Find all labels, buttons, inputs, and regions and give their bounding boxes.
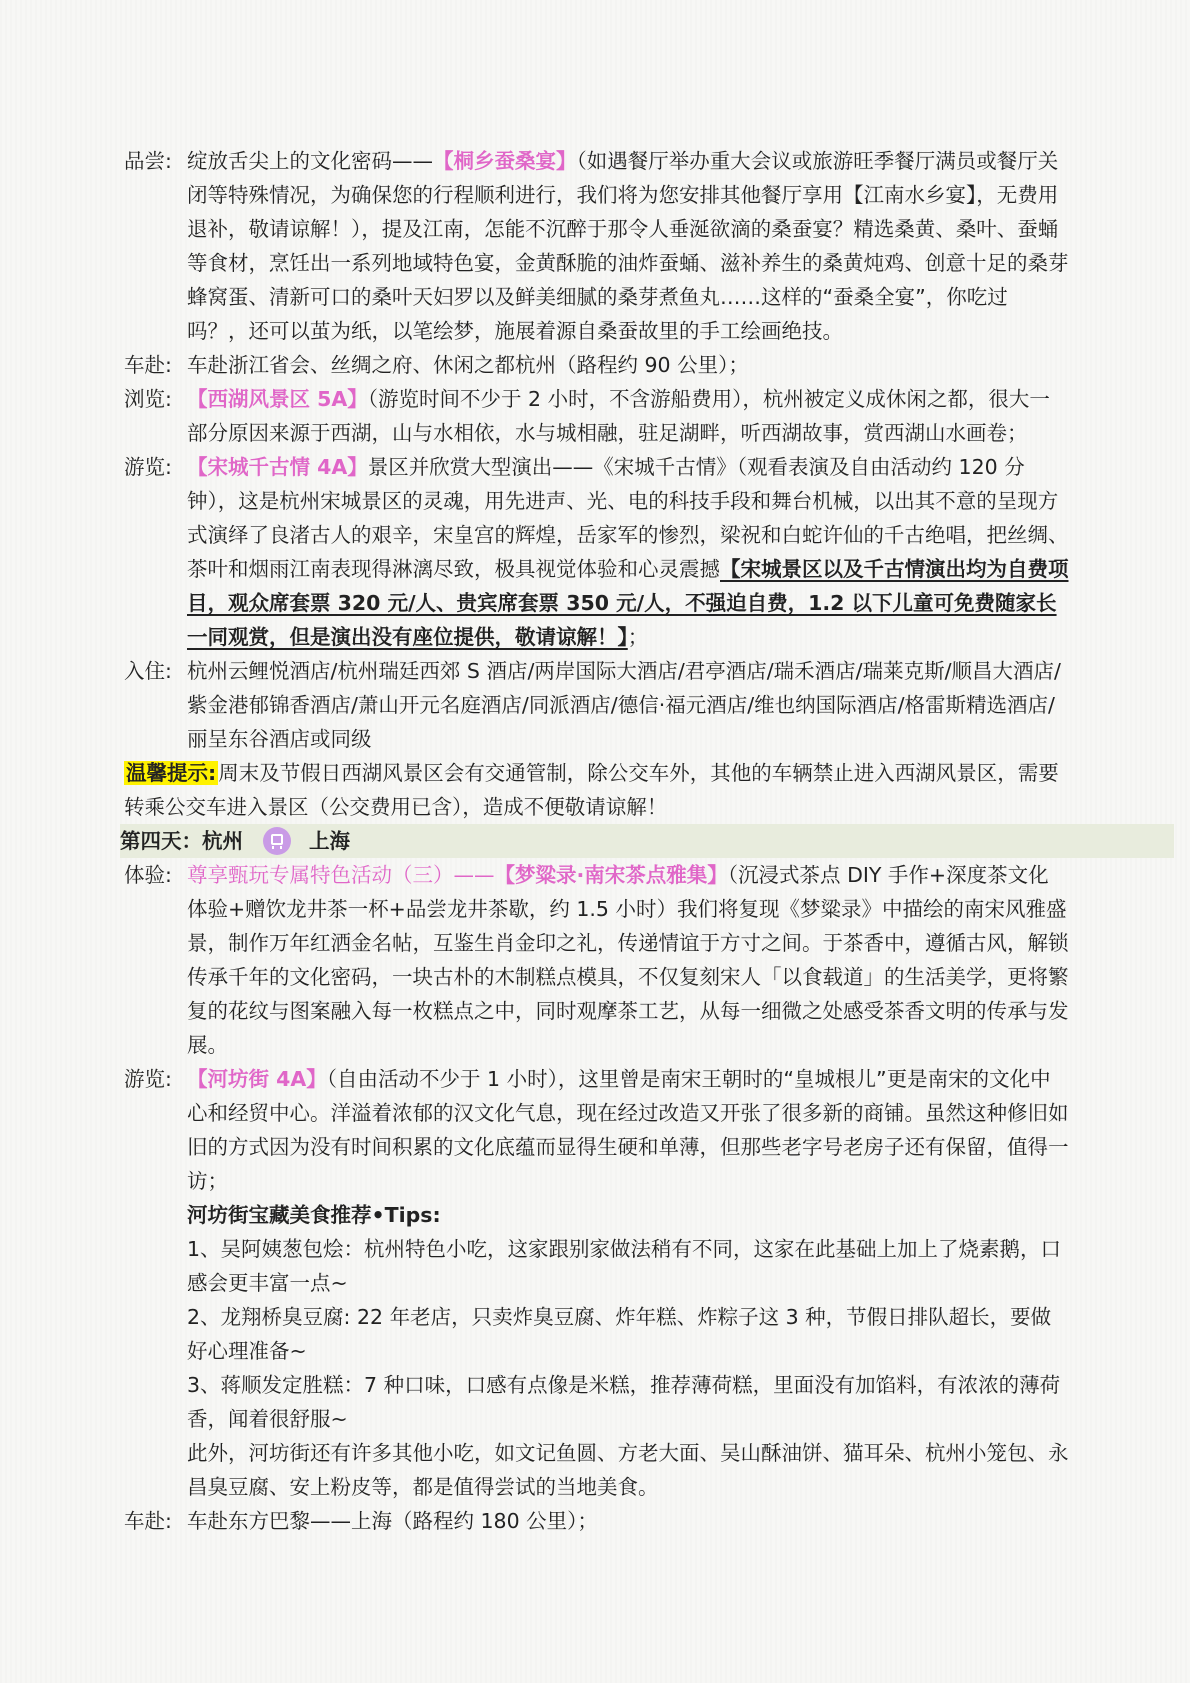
section-label: 车赴: [124,353,172,377]
body-text: （沉浸式茶点 DIY 手作+深度茶文化体验+赠饮龙井茶一杯+品尝龙井茶歇，约 1.5 小时）我们将复现《梦粱录》中描绘的南宋风雅盛景，制作万年红洒金名帖，互鉴生肖金印之礼，传递情谊于方寸之间。于茶香中，遵循古风，解锁传承千年的文化密码，一块古朴的木制糕点模具，不仅复刻宋人「以食载道」的生活美学，更将繁复的花纹与图案融入每一枚糕点之中，同时观摩茶工艺，从每一细微之处感受茶香文明的传承与发展。 [187,863,1069,1057]
day-title: 第四天：杭州 [120,829,243,853]
songcheng-section [124,450,1069,654]
tip-item: 2、龙翔桥臭豆腐: 22 年老店，只卖炸臭豆腐、炸年糕、炸粽子这 3 种，节假日排队超长，要做好心理准备~ [187,1305,1052,1363]
tips-title: 河坊街宝藏美食推荐•Tips: [187,1203,441,1227]
section-body: 杭州云鲤悦酒店/杭州瑞廷西郊 S 酒店/两岸国际大酒店/君亭酒店/瑞禾酒店/瑞莱克斯/顺昌大酒店/紫金港郁锦香酒店/萧山开元名庭酒店/同派酒店/德信·福元酒店/维也纳国际酒店/格雷斯精选酒店/丽呈东谷酒店或同级 [187,659,1061,751]
body-text: （游览时间不少于 2 小时，不含游船费用），杭州被定义成休闲之都，很大一部分原因来源于西湖，山与水相依，水与城相融，驻足湖畔，听西湖故事，赏西湖山水画卷； [187,387,1050,445]
transfer-section [124,348,1069,382]
section-body [187,144,1069,348]
section-label: 浏览: [124,387,172,411]
highlight-title: 【西湖风景区 5A】 [187,387,368,411]
body-text: （如遇餐厅举办重大会议或旅游旺季餐厅满员或餐厅关闭等特殊情况，为确保您的行程顺利进行，我们将为您安排其他餐厅享用【江南水乡宴】，无费用退补，敬请谅解！），提及江南，怎能不沉醉于那令人垂涎欲滴的桑蚕宴？精选桑黄、桑叶、蚕蛹等食材，烹饪出一系列地域特色宴，金黄酥脆的油炸蚕蛹、滋补养生的桑黄炖鸡、创意十足的桑芽蜂窝蛋、清新可口的桑叶天妇罗以及鲜美细腻的桑芽煮鱼丸……这样的“蚕桑全宴”，你吃过吗？，还可以茧为纸，以笔绘梦，施展着源自桑蚕故里的手工绘画绝技。 [187,149,1069,343]
day-header [120,824,1174,858]
highlight-title: 【桐乡蚕桑宴】 [433,149,577,173]
bus-icon [263,827,291,855]
section-body: 车赴东方巴黎——上海（路程约 180 公里）； [187,1509,598,1533]
highlight-title: 【宋城千古情 4A】 [187,455,368,479]
tip-text: 周末及节假日西湖风景区会有交通管制，除公交车外，其他的车辆禁止进入西湖风景区，需要转乘公交车进入景区（公交费用已含），造成不便敬请谅解！ [124,761,1059,819]
shanghai-transfer-section [124,1504,1069,1538]
hotel-section [124,654,1069,756]
warm-tip [124,756,1069,824]
activity-title: 尊享甄玩专属特色活动（三）—— [187,863,495,887]
itinerary-content [120,144,1069,1538]
section-label: 游览: [124,1067,172,1091]
section-label: 车赴: [124,1509,172,1533]
section-body: 车赴浙江省会、丝绸之府、休闲之都杭州（路程约 90 公里）； [187,353,749,377]
section-body [187,450,1069,654]
body-text: 景区并欣赏大型演出——《宋城千古情》（观看表演及自由活动约 120 分钟），这是杭州宋城景区的灵魂，用先进声、光、电的科技手段和舞台机械，以出其不意的呈现方式演绎了良渚古人的艰辛，宋皇宫的辉煌，岳家军的惨烈，梁祝和白蛇许仙的千古绝唱，把丝绸、茶叶和烟雨江南表现得淋漓尽致，极具视觉体验和心灵震撼 [187,455,1069,581]
hefang-intro [187,1062,1069,1198]
section-label: 体验: [124,863,172,887]
tasting-section [124,144,1069,348]
body-text: 绽放舌尖上的文化密码—— [187,149,433,173]
tip-item: 1、吴阿姨葱包烩：杭州特色小吃，这家跟别家做法稍有不同，这家在此基础上加上了烧素鹅，口感会更丰富一点~ [187,1237,1062,1295]
tips-extra: 此外，河坊街还有许多其他小吃，如文记鱼圆、方老大面、吴山酥油饼、猫耳朵、杭州小笼包、永昌臭豆腐、安上粉皮等，都是值得尝试的当地美食。 [187,1441,1069,1499]
section-label: 品尝: [124,149,172,173]
self-pay-note: 【宋城景区以及千古情演出均为自费项目，观众席套票 320 元/人、贵宾席套票 350 元/人，不强迫自费，1.2 以下儿童可免费随家长一同观赏，但是演出没有座位提供，敬请谅解！】 [187,557,1069,649]
section-body [187,858,1069,1062]
highlight-title: 【梦粱录·南宋茶点雅集】 [494,863,728,887]
day-destination: 上海 [309,829,350,853]
section-body [187,382,1069,450]
hefang-section [124,1062,1069,1504]
tip-label: 温馨提示: [126,761,217,785]
body-text: ； [627,625,649,649]
experience-section [124,858,1069,1062]
body-text: （自由活动不少于 1 小时），这里曾是南宋王朝时的“皇城根儿”更是南宋的文化中心和经贸中心。洋溢着浓郁的汉文化气息，现在经过改造又开张了很多新的商铺。虽然这种修旧如旧的方式因为没有时间积累的文化底蕴而显得生硬和单薄，但那些老字号老房子还有保留，值得一访； [187,1067,1069,1193]
section-body [187,1062,1069,1504]
tip-item: 3、蒋顺发定胜糕：7 种口味，口感有点像是米糕，推荐薄荷糕，里面没有加馅料，有浓浓的薄荷香，闻着很舒服~ [187,1373,1061,1431]
section-label: 入住: [124,659,172,683]
westlake-section [124,382,1069,450]
highlight-title: 【河坊街 4A】 [187,1067,327,1091]
section-label: 游览: [124,455,172,479]
